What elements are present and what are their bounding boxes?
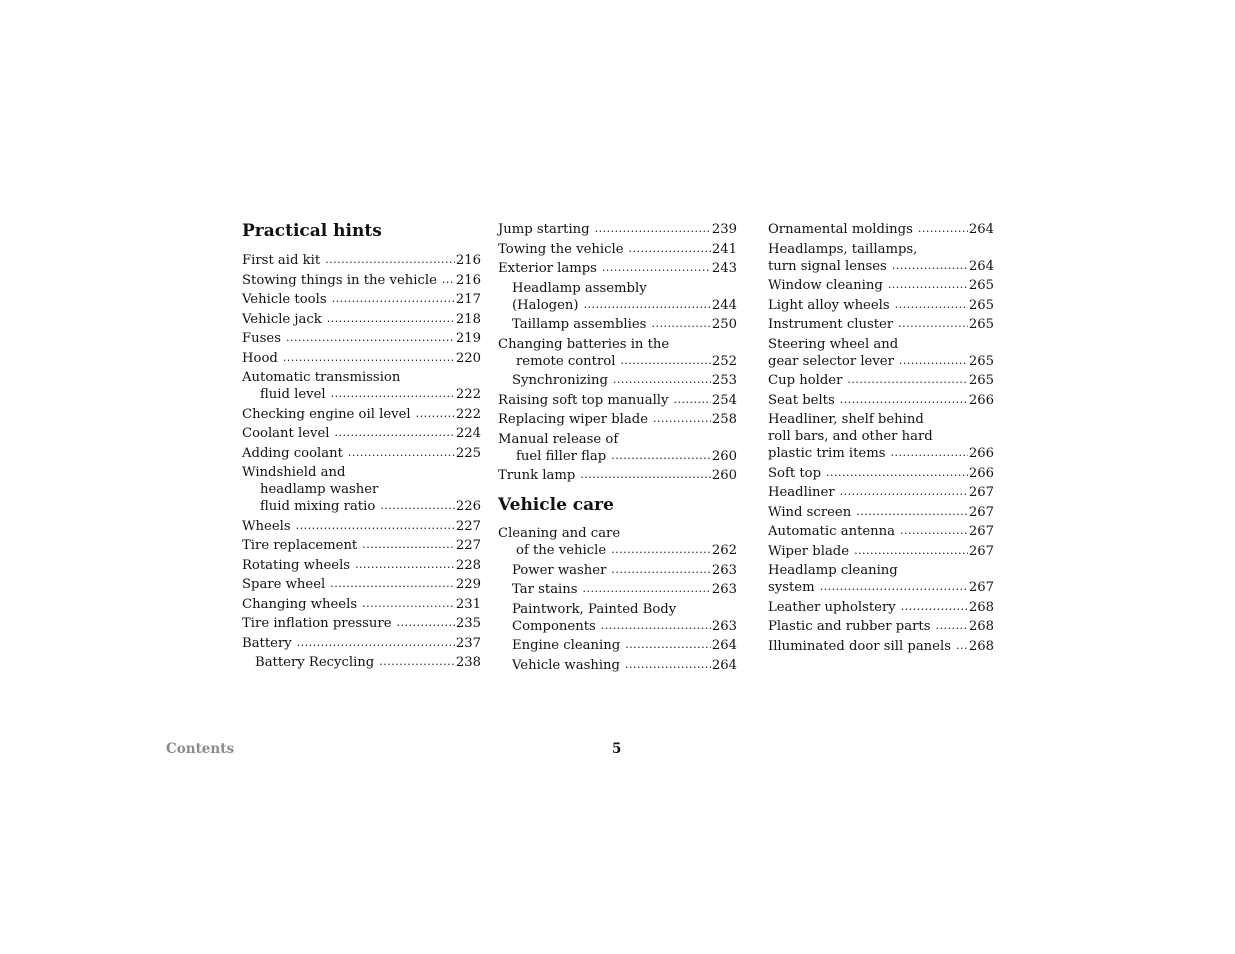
toc-entry[interactable] [242, 291, 481, 308]
toc-entry[interactable] [498, 525, 737, 559]
entry-title: Battery [242, 635, 292, 651]
entry-title: remote control [516, 353, 616, 369]
toc-entry[interactable] [242, 350, 481, 367]
toc-entry[interactable] [498, 411, 737, 428]
toc-entry[interactable] [768, 316, 994, 333]
entry-title: Automatic antenna [768, 524, 896, 539]
toc-column-2 [498, 219, 737, 676]
entry-title-line: Cleaning and care [498, 526, 621, 541]
entry-page: 267 [968, 524, 994, 539]
entry-title: Light alloy wheels [768, 297, 890, 313]
entry-page: 265 [968, 353, 994, 369]
entry-title-line: Headlamp cleaning [768, 563, 898, 578]
toc-entry[interactable] [242, 445, 481, 462]
entry-title-line: Changing batteries in the [498, 336, 670, 352]
entry-title: Wind screen [768, 504, 852, 520]
toc-entry[interactable] [498, 392, 737, 409]
toc-entry[interactable] [768, 599, 994, 616]
entry-page: 237 [455, 635, 481, 651]
entry-page: 220 [455, 350, 481, 366]
entry-title: Rotating wheels [242, 557, 351, 573]
toc-entry[interactable] [242, 369, 481, 403]
entry-page: 227 [455, 518, 481, 534]
entry-title: Engine cleaning [512, 638, 621, 653]
toc-entry[interactable] [768, 543, 994, 560]
entry-page: 253 [711, 373, 737, 388]
toc-entry[interactable] [498, 657, 737, 674]
toc-entry[interactable] [498, 431, 737, 465]
entry-title: Spare wheel [242, 577, 326, 592]
toc-entry[interactable] [242, 537, 481, 554]
entry-title: turn signal lenses [768, 258, 887, 274]
toc-entry[interactable] [242, 464, 481, 515]
entry-page: 264 [711, 638, 737, 653]
toc-entry[interactable] [768, 411, 994, 462]
entry-title: Soft top [768, 465, 822, 481]
entry-title: Taillamp assemblies [512, 317, 647, 332]
entry-title-line: Steering wheel and [768, 336, 899, 352]
entry-page: 268 [968, 638, 994, 654]
entry-title: Seat belts [768, 392, 835, 408]
entry-page: 219 [455, 331, 481, 346]
entry-page: 225 [455, 445, 481, 461]
entry-page: 216 [455, 253, 481, 268]
toc-entry[interactable] [242, 518, 481, 535]
entry-page: 262 [711, 543, 737, 558]
entry-page: 264 [711, 657, 737, 673]
entry-title-line: headlamp washer [260, 482, 379, 497]
entry-page: 266 [968, 446, 994, 461]
entry-title: system [768, 580, 815, 595]
entry-page: 263 [711, 562, 737, 578]
section-heading-vehicle-care: Vehicle care [498, 495, 614, 515]
entry-page: 222 [455, 406, 481, 422]
toc-entry[interactable] [242, 654, 481, 671]
entry-page: 227 [455, 538, 481, 553]
entry-title: plastic trim items [768, 446, 886, 461]
entry-title: fuel filler flap [516, 448, 607, 464]
entry-title: gear selector lever [768, 353, 894, 369]
entry-page: 226 [455, 499, 481, 514]
entry-page: 241 [711, 241, 737, 257]
page-number: 5 [612, 741, 622, 757]
toc-entry[interactable] [242, 311, 481, 328]
entry-page: 265 [968, 278, 994, 293]
entry-title-line: Headlamp assembly [512, 280, 647, 296]
entry-title: Vehicle washing [512, 657, 620, 673]
entry-page: 231 [455, 596, 481, 612]
toc-entry[interactable] [242, 272, 481, 289]
entry-title: Battery Recycling [255, 655, 375, 670]
entry-page: 238 [455, 655, 481, 670]
entry-page: 239 [711, 222, 737, 237]
entry-title: Tire inflation pressure [242, 616, 392, 631]
entry-title: Ornamental moldings [768, 222, 913, 237]
entry-title: Vehicle tools [242, 292, 327, 307]
entry-page: 265 [968, 297, 994, 313]
entry-page: 217 [455, 292, 481, 307]
entry-title: Instrument cluster [768, 317, 894, 332]
toc-entry[interactable] [768, 465, 994, 482]
entry-title: Wheels [242, 518, 291, 534]
entry-title: Stowing things in the vehicle [242, 272, 437, 288]
entry-page: 268 [968, 599, 994, 615]
entry-title: Window cleaning [768, 278, 883, 293]
entry-page: 228 [455, 557, 481, 573]
entry-title-line: roll bars, and other hard [768, 429, 933, 444]
entry-title: Coolant level [242, 426, 330, 441]
entry-title: Fuses [242, 331, 281, 346]
entry-page: 222 [455, 387, 481, 402]
entry-page: 267 [968, 543, 994, 559]
entry-title: First aid kit [242, 253, 321, 268]
entry-title: Changing wheels [242, 596, 358, 612]
entry-page: 265 [968, 317, 994, 332]
entry-page: 260 [711, 468, 737, 483]
toc-entry[interactable] [498, 316, 737, 333]
entry-page: 265 [968, 373, 994, 388]
toc-entry[interactable] [242, 596, 481, 613]
toc-entry[interactable] [498, 372, 737, 389]
entry-title: Replacing wiper blade [498, 412, 649, 427]
toc-entry[interactable] [768, 277, 994, 294]
entry-page: 250 [711, 317, 737, 332]
entry-page: 229 [455, 577, 481, 592]
entry-title: Jump starting [498, 222, 590, 237]
toc-entry[interactable] [242, 252, 481, 269]
entry-page: 224 [455, 426, 481, 441]
entry-page: 263 [711, 618, 737, 634]
entry-page: 235 [455, 616, 481, 631]
toc-entry[interactable] [498, 221, 737, 238]
toc-entry[interactable] [768, 504, 994, 521]
entry-page: 263 [711, 582, 737, 597]
toc-entry[interactable] [242, 406, 481, 423]
toc-entry[interactable] [498, 601, 737, 635]
toc-entry[interactable] [498, 467, 737, 484]
entry-page: 252 [711, 353, 737, 369]
entry-title: Raising soft top manually [498, 392, 669, 408]
entry-page: 254 [711, 392, 737, 408]
entry-page: 218 [455, 311, 481, 327]
toc-entry[interactable] [242, 576, 481, 593]
entry-page: 264 [968, 222, 994, 237]
entry-page: 268 [968, 619, 994, 634]
entry-title: Power washer [512, 562, 607, 578]
entry-title: Synchronizing [512, 373, 608, 388]
toc-list [242, 252, 481, 671]
toc-entry[interactable] [242, 330, 481, 347]
toc-entry[interactable] [768, 297, 994, 314]
entry-page: 266 [968, 465, 994, 481]
entry-title: Vehicle jack [242, 311, 322, 327]
toc-entry[interactable] [498, 581, 737, 598]
toc-column-1 [242, 219, 481, 674]
toc-entry[interactable] [242, 615, 481, 632]
toc-entry[interactable] [242, 425, 481, 442]
entry-page: 260 [711, 448, 737, 464]
toc-entry[interactable] [768, 241, 994, 275]
toc-entry[interactable] [768, 372, 994, 389]
toc-entry[interactable] [242, 557, 481, 574]
entry-title: Cup holder [768, 373, 843, 388]
toc-entry[interactable] [498, 280, 737, 314]
section-heading-practical-hints: Practical hints [242, 221, 382, 241]
toc-entry[interactable] [768, 484, 994, 501]
entry-title-line: Headlamps, taillamps, [768, 241, 918, 257]
toc-entry[interactable] [768, 618, 994, 635]
toc-entry[interactable] [498, 637, 737, 654]
entry-title: Towing the vehicle [498, 241, 624, 257]
entry-title: Exterior lamps [498, 261, 597, 276]
entry-page: 258 [711, 412, 737, 427]
entry-page: 216 [455, 272, 481, 288]
toc-entry[interactable] [498, 260, 737, 277]
entry-title: Components [512, 618, 596, 634]
entry-title-line: Windshield and [242, 465, 346, 480]
toc-entry[interactable] [768, 638, 994, 655]
toc-entry[interactable] [768, 336, 994, 370]
entry-page: 267 [968, 485, 994, 500]
toc-entry[interactable] [768, 392, 994, 409]
entry-title: Trunk lamp [498, 468, 576, 483]
entry-title: Wiper blade [768, 543, 850, 559]
toc-entry[interactable] [768, 221, 994, 238]
toc-entry[interactable] [498, 336, 737, 370]
entry-title: fluid mixing ratio [260, 499, 376, 514]
entry-title: Adding coolant [242, 445, 343, 461]
entry-page: 244 [711, 297, 737, 313]
entry-title-line: Automatic transmission [242, 370, 401, 385]
toc-column-3 [768, 219, 994, 657]
entry-title: fluid level [260, 387, 326, 402]
entry-page: 264 [968, 258, 994, 274]
entry-title: (Halogen) [512, 297, 579, 313]
entry-title: Tar stains [512, 582, 578, 597]
entry-title: Checking engine oil level [242, 406, 411, 422]
entry-title: of the vehicle [516, 543, 607, 558]
entry-title-line: Paintwork, Painted Body [512, 601, 677, 617]
toc-entry[interactable] [242, 635, 481, 652]
entry-title: Illuminated door sill panels [768, 638, 951, 654]
entry-title-line: Manual release of [498, 431, 619, 447]
entry-page: 267 [968, 504, 994, 520]
entry-title: Leather upholstery [768, 599, 896, 615]
entry-page: 266 [968, 392, 994, 408]
toc-entry[interactable] [768, 523, 994, 540]
entry-title: Tire replacement [242, 538, 358, 553]
entry-page: 243 [711, 261, 737, 276]
toc-entry[interactable] [768, 562, 994, 596]
entry-title: Plastic and rubber parts [768, 619, 931, 634]
footer-section-label: Contents [166, 741, 235, 757]
entry-title-line: Headliner, shelf behind [768, 412, 924, 427]
entry-page: 267 [968, 580, 994, 595]
entry-title: Headliner [768, 485, 835, 500]
toc-entry[interactable] [498, 241, 737, 258]
entry-title: Hood [242, 350, 278, 366]
toc-entry[interactable] [498, 562, 737, 579]
